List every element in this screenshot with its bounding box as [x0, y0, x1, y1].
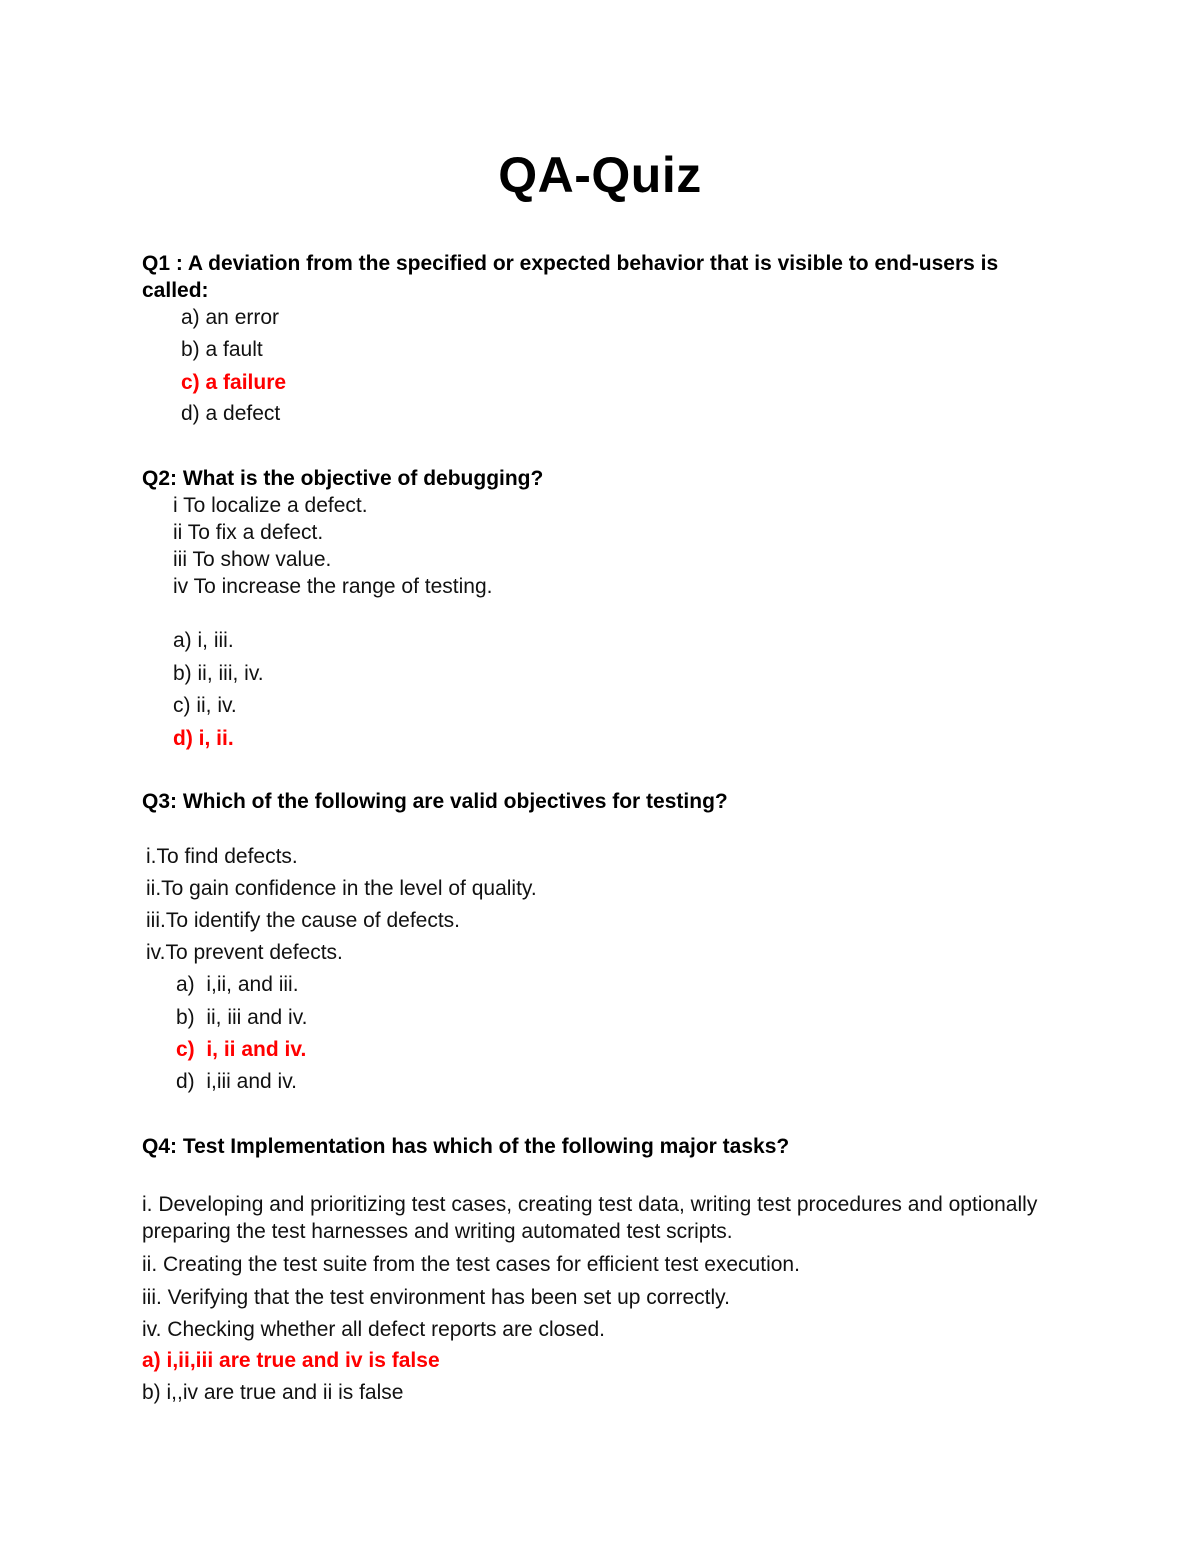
q1-option-b: b) a fault — [181, 338, 263, 361]
q3-option-c-correct: c) i, ii and iv. — [176, 1038, 307, 1061]
q2-option-d-correct: d) i, ii. — [173, 727, 234, 750]
q4-statement-iii: iii. Verifying that the test environment has been set up correctly. — [142, 1286, 730, 1309]
q1-option-a: a) an error — [181, 306, 280, 329]
q2-option-b: b) ii, iii, iv. — [173, 662, 264, 685]
q3-statement-ii: ii.To gain confidence in the level of quality. — [146, 877, 537, 900]
q4-statement-iv: iv. Checking whether all defect reports are closed. — [142, 1318, 606, 1341]
q3-option-d: d) i,iii and iv. — [176, 1070, 297, 1093]
q1-option-c-correct: c) a failure — [181, 371, 287, 394]
question-1: Q1 : A deviation from the specified or expected behavior that is visible to end-users is called: — [142, 252, 999, 302]
q2-statement-i: i To localize a defect. — [173, 494, 368, 517]
q2-option-c: c) ii, iv. — [173, 694, 237, 717]
q2-statement-iv: iv To increase the range of testing. — [173, 575, 493, 598]
q2-statement-iii: iii To show value. — [173, 548, 332, 571]
q3-statement-iii: iii.To identify the cause of defects. — [146, 909, 461, 932]
q4-statement-ii: ii. Creating the test suite from the test cases for efficient test execution. — [142, 1253, 800, 1276]
q4-statement-i: i. Developing and prioritizing test cases, creating test data, writing test procedures and optionally preparing the test harnesses and writing automated test scripts. — [142, 1193, 1038, 1243]
q3-option-b: b) ii, iii and iv. — [176, 1006, 308, 1029]
q3-statement-iv: iv.To prevent defects. — [146, 941, 343, 964]
q2-option-a: a) i, iii. — [173, 629, 234, 652]
q1-option-d: d) a defect — [181, 402, 281, 425]
question-3: Q3: Which of the following are valid objectives for testing? — [142, 790, 728, 813]
question-4: Q4: Test Implementation has which of the following major tasks? — [142, 1135, 790, 1158]
question-2: Q2: What is the objective of debugging? — [142, 467, 544, 490]
q4-option-b: b) i,,iv are true and ii is false — [142, 1381, 404, 1404]
q3-statement-i: i.To find defects. — [146, 845, 298, 868]
page-title: QA-Quiz — [498, 147, 702, 203]
q2-statement-ii: ii To fix a defect. — [173, 521, 324, 544]
q3-option-a: a) i,ii, and iii. — [176, 973, 299, 996]
q4-option-a-correct: a) i,ii,iii are true and iv is false — [142, 1349, 440, 1372]
